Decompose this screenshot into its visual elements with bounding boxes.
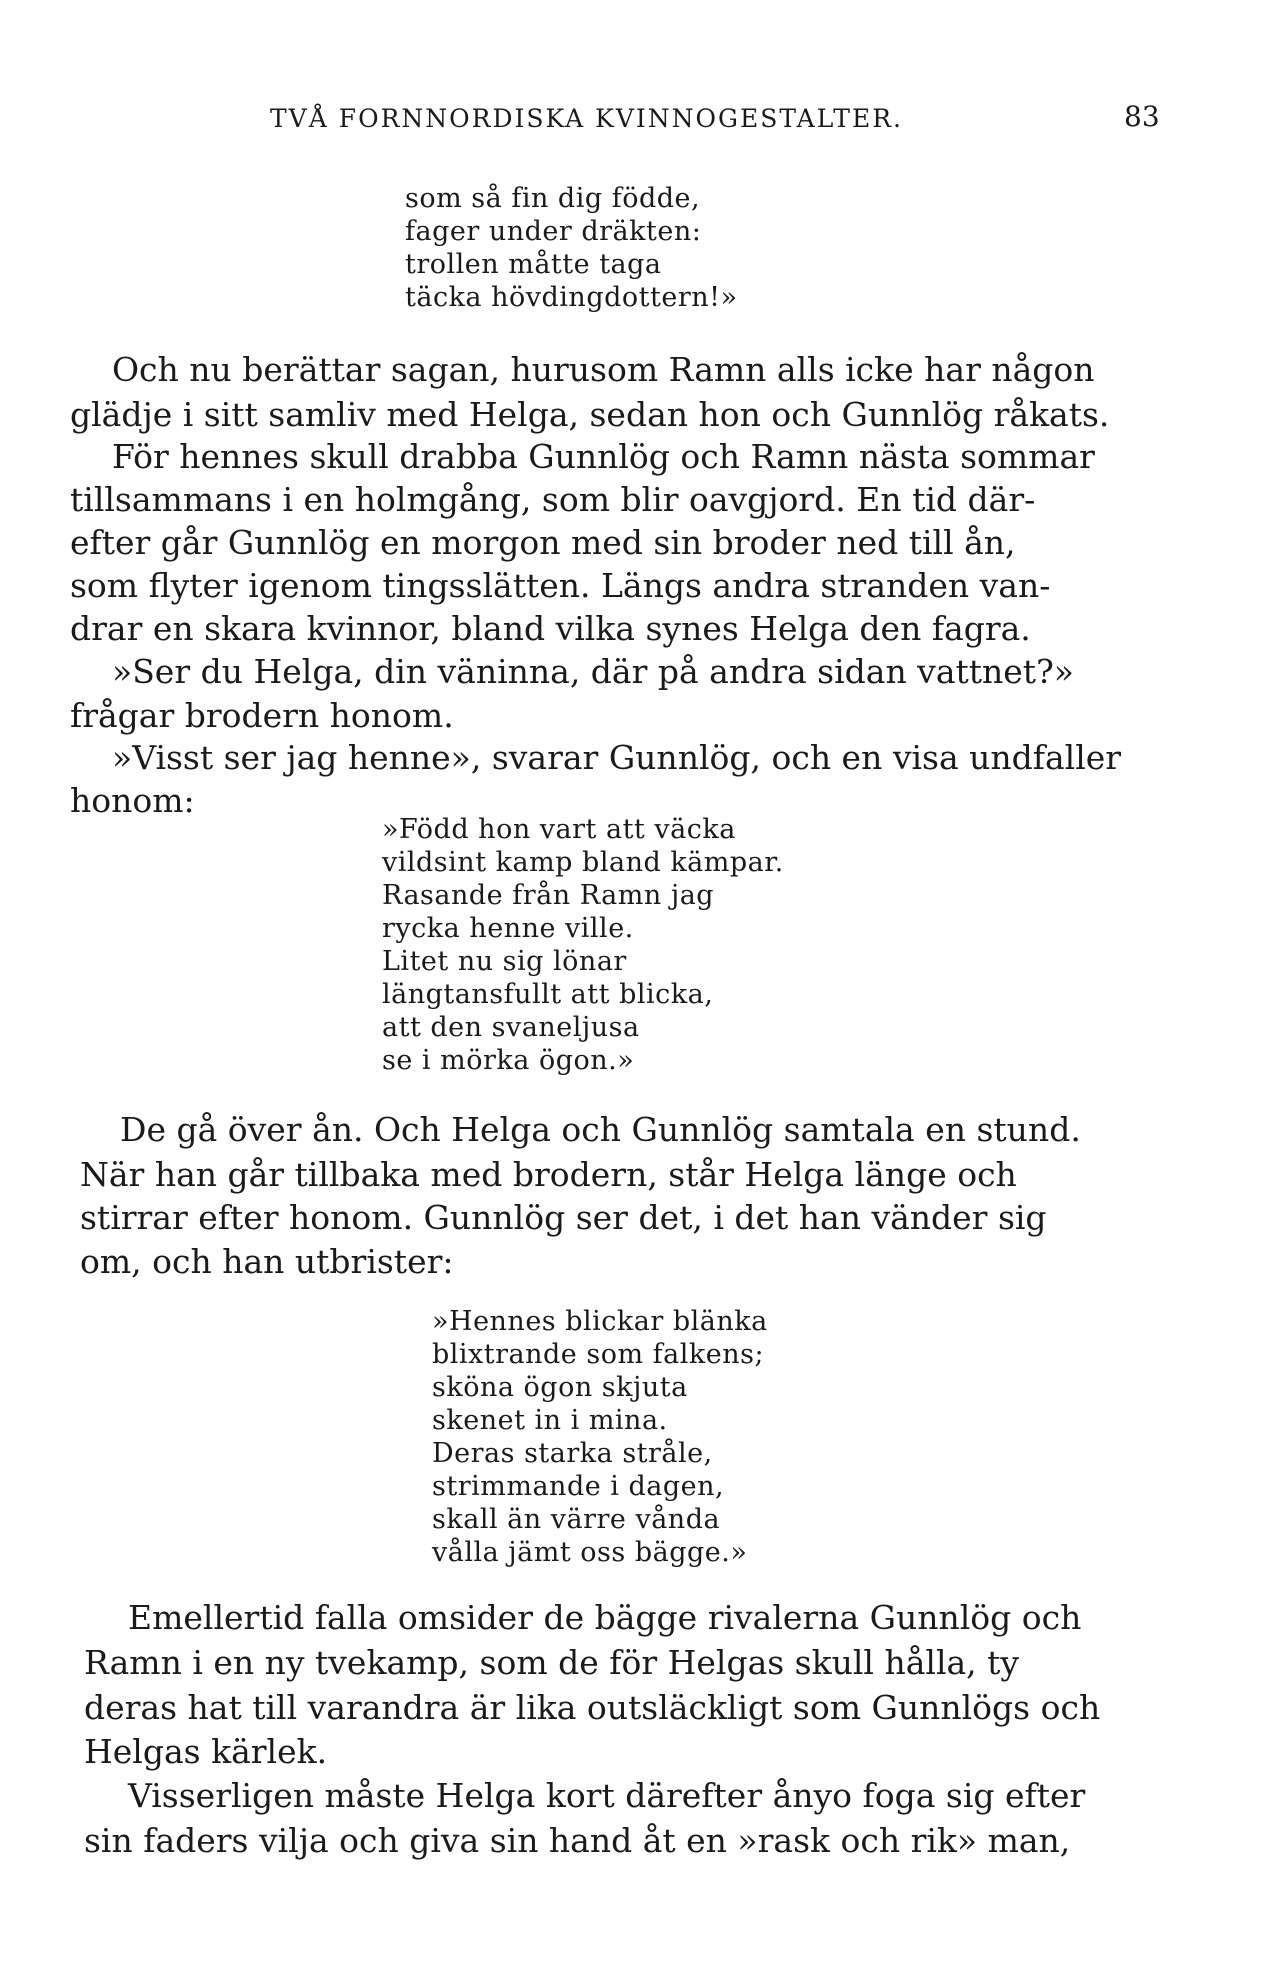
text-line: glädje i sitt samliv med Helga, sedan hon och Gunnlög råkats. bbox=[70, 395, 1110, 434]
page-number: 83 bbox=[1124, 100, 1160, 133]
verse-line: se i mörka ögon.» bbox=[382, 1045, 635, 1076]
text-line: Helgas kärlek. bbox=[84, 1732, 328, 1771]
verse-line: vildsint kamp bland kämpar. bbox=[382, 847, 784, 878]
verse-line: Litet nu sig lönar bbox=[382, 946, 627, 977]
text-line: Emellertid falla omsider de bägge rivalerna Gunnlög och bbox=[128, 1598, 1082, 1637]
verse-line: längtansfullt att blicka, bbox=[382, 979, 714, 1010]
verse-line: täcka hövdingdottern!» bbox=[405, 282, 738, 313]
verse-line: vålla jämt oss bägge.» bbox=[432, 1537, 748, 1568]
text-line: drar en skara kvinnor, bland vilka synes Helga den fagra. bbox=[70, 609, 1031, 648]
verse-line: sköna ögon skjuta bbox=[432, 1372, 688, 1403]
verse-line: blixtrande som falkens; bbox=[432, 1339, 765, 1370]
text-line: stirrar efter honom. Gunnlög ser det, i det han vänder sig bbox=[80, 1198, 1047, 1237]
verse-line: Deras starka stråle, bbox=[432, 1438, 713, 1469]
verse-line: att den svaneljusa bbox=[382, 1012, 640, 1043]
text-line: efter går Gunnlög en morgon med sin broder ned till ån, bbox=[70, 523, 1016, 562]
verse-line: »Hennes blickar blänka bbox=[432, 1306, 768, 1337]
text-line: De gå över ån. Och Helga och Gunnlög samtala en stund. bbox=[120, 1110, 1081, 1149]
text-line: frågar brodern honom. bbox=[70, 696, 454, 735]
verse-line: strimmande i dagen, bbox=[432, 1471, 725, 1502]
text-line: om, och han utbrister: bbox=[80, 1242, 454, 1281]
verse-line: trollen måtte taga bbox=[405, 249, 662, 280]
text-line: »Visst ser jag henne», svarar Gunnlög, och en visa undfaller bbox=[112, 738, 1122, 777]
text-line: Och nu berättar sagan, hurusom Ramn alls icke har någon bbox=[112, 350, 1095, 389]
text-line: När han går tillbaka med brodern, står Helga länge och bbox=[80, 1155, 1017, 1194]
text-line: deras hat till varandra är lika outsläckligt som Gunnlögs och bbox=[84, 1688, 1101, 1727]
verse-line: skenet in i mina. bbox=[432, 1405, 668, 1436]
text-line: honom: bbox=[70, 781, 195, 820]
text-line: För hennes skull drabba Gunnlög och Ramn nästa sommar bbox=[112, 437, 1095, 476]
verse-line: rycka henne ville. bbox=[382, 913, 634, 944]
running-head: TVÅ FORNNORDISKA KVINNOGESTALTER. bbox=[270, 104, 903, 133]
text-line: Ramn i en ny tvekamp, som de för Helgas skull hålla, ty bbox=[84, 1643, 1020, 1682]
verse-line: fager under dräkten: bbox=[405, 216, 702, 247]
text-line: som flyter igenom tingsslätten. Längs andra stranden van- bbox=[70, 566, 1051, 605]
verse-line: Rasande från Ramn jag bbox=[382, 880, 715, 911]
text-line: Visserligen måste Helga kort därefter ånyo foga sig efter bbox=[128, 1776, 1086, 1815]
text-line: sin faders vilja och giva sin hand åt en »rask och rik» man, bbox=[84, 1821, 1071, 1860]
text-line: »Ser du Helga, din väninna, där på andra sidan vattnet?» bbox=[112, 652, 1074, 691]
verse-line: skall än värre vånda bbox=[432, 1504, 721, 1535]
text-line: tillsammans i en holmgång, som blir oavgjord. En tid där- bbox=[70, 480, 1036, 519]
verse-line: »Född hon vart att väcka bbox=[382, 814, 736, 845]
verse-line: som så fin dig födde, bbox=[405, 183, 701, 214]
